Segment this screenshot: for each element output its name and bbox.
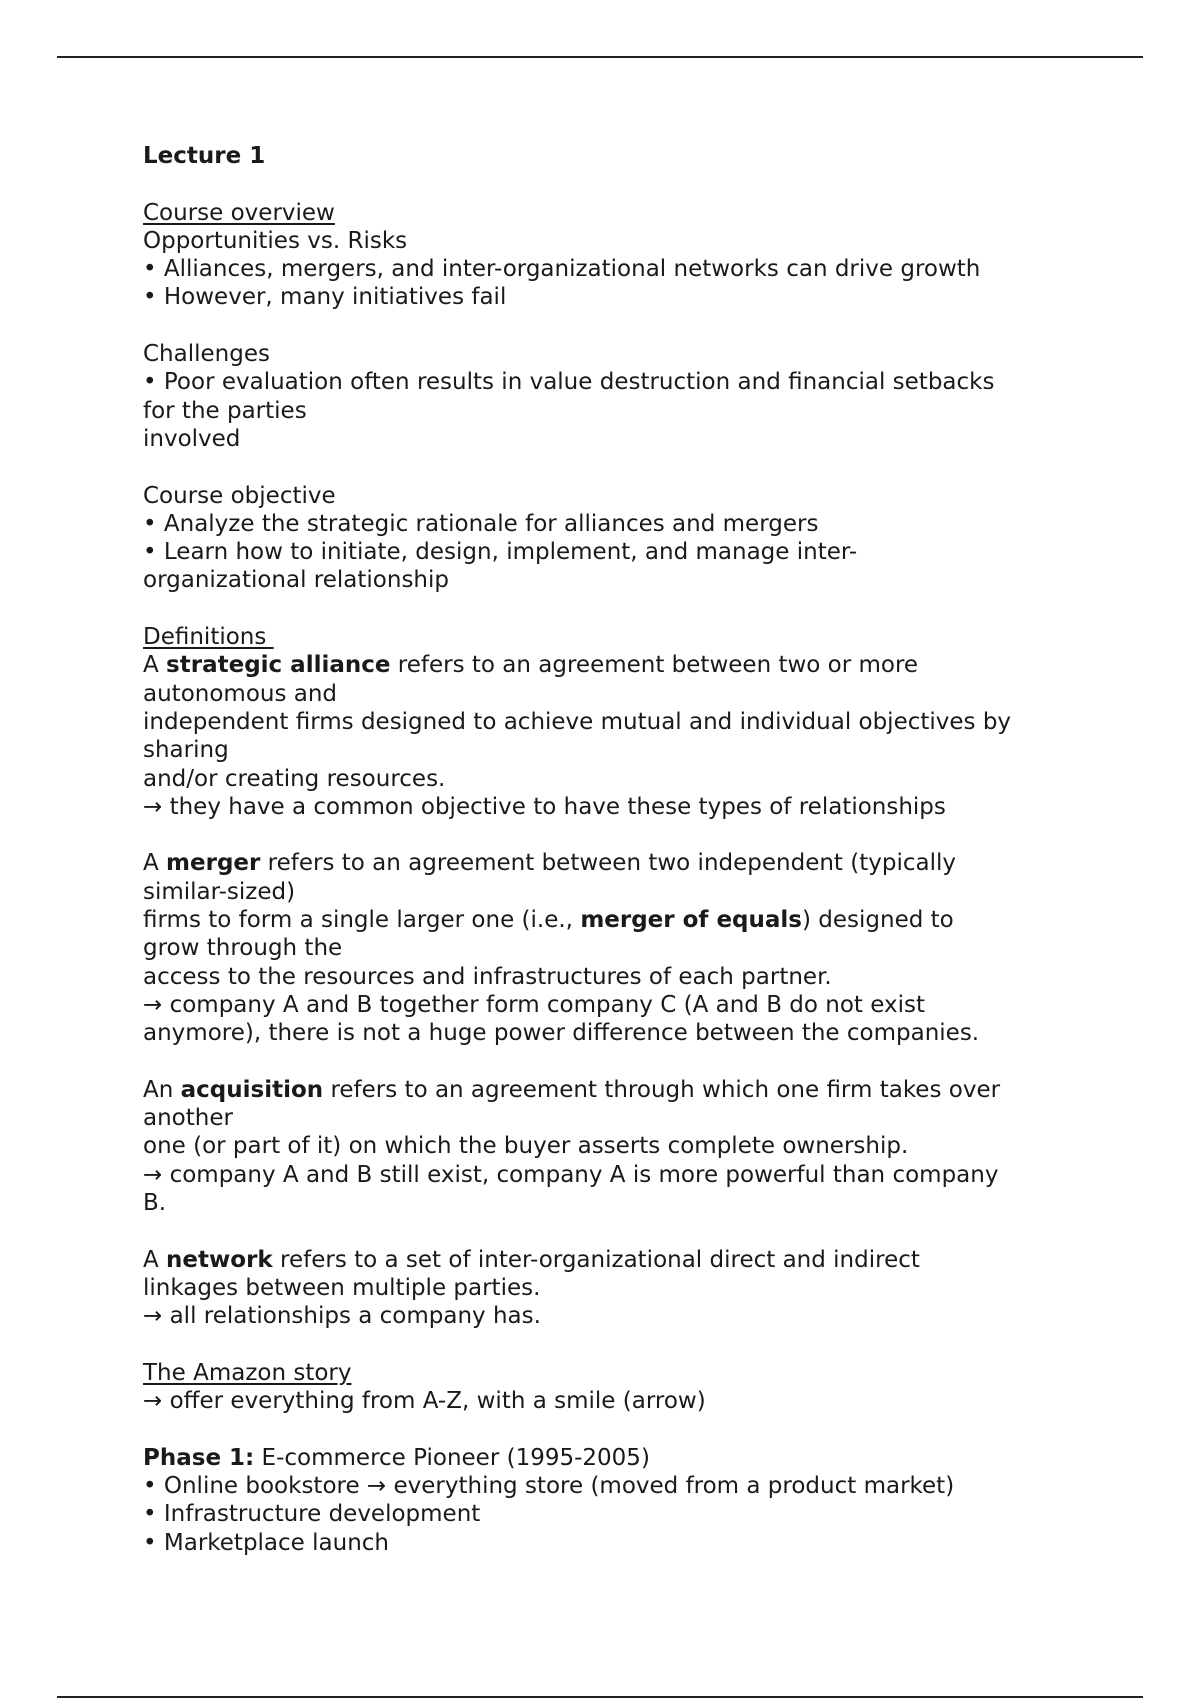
text-line: → company A and B together form company C (A and B do not exist (143, 991, 925, 1018)
text-line: • Poor evaluation often results in value destruction and financial setbacks (143, 369, 995, 396)
text-line: B. (143, 1189, 167, 1216)
header-rule (57, 56, 1143, 58)
spacer (143, 1217, 1083, 1245)
phase-text: E-commerce Pioneer (1995-2005) (254, 1444, 650, 1471)
phase-label: Phase 1: (143, 1444, 255, 1471)
text-line: involved (143, 425, 241, 452)
text-line: anymore), there is not a huge power difference between the companies. (143, 1020, 980, 1047)
text-line: and/or creating resources. (143, 765, 446, 792)
definitions-heading: Definitions (143, 624, 274, 651)
section-heading-definitions (143, 623, 1083, 651)
text-fragment: A (143, 1246, 167, 1273)
spacer (143, 1048, 1083, 1076)
text-fragment: ) designed to (801, 907, 954, 934)
term-merger: merger (166, 850, 261, 877)
alliance-definition-line (143, 651, 1083, 679)
text-line: → all relationships a company has. (143, 1303, 541, 1330)
phase-heading (143, 1444, 1083, 1472)
spacer (143, 595, 1083, 623)
list-item: • Infrastructure development (143, 1501, 481, 1528)
text-line: autonomous and (143, 680, 338, 707)
page-title: Lecture 1 (143, 143, 266, 169)
footer-rule (57, 1696, 1143, 1698)
text-line: organizational relationship (143, 567, 449, 594)
text-line: grow through the (143, 935, 343, 962)
text-fragment: refers to an agreement between two independent (typically (260, 850, 956, 877)
challenges-label: Challenges (143, 341, 270, 368)
term-merger-of-equals: merger of equals (580, 907, 802, 934)
text-line: another (143, 1105, 233, 1132)
list-item: • Marketplace launch (143, 1529, 389, 1556)
amazon-note: → offer everything from A-Z, with a smile (arrow) (143, 1388, 706, 1415)
text-line: → company A and B still exist, company A is more powerful than company (143, 1161, 999, 1188)
text-line: access to the resources and infrastructures of each partner. (143, 963, 832, 990)
term-network: network (166, 1246, 273, 1273)
text-line: sharing (143, 737, 229, 764)
text-fragment: refers to a set of inter-organizational direct and indirect (272, 1246, 920, 1273)
text-line: • Analyze the strategic rationale for alliances and mergers (143, 510, 819, 537)
text-line: linkages between multiple parties. (143, 1274, 541, 1301)
merger-of-equals-line (143, 906, 1083, 934)
text-line: independent firms designed to achieve mutual and individual objectives by (143, 708, 1012, 735)
document-body (143, 142, 1083, 1557)
spacer (143, 1415, 1083, 1443)
text-line: one (or part of it) on which the buyer asserts complete ownership. (143, 1133, 909, 1160)
merger-definition-line (143, 849, 1083, 877)
text-fragment: firms to form a single larger one (i.e., (143, 907, 581, 934)
text-fragment: An (143, 1076, 181, 1103)
text-line: → they have a common objective to have these types of relationships (143, 793, 946, 820)
list-item: • Online bookstore → everything store (moved from a product market) (143, 1472, 955, 1499)
objective-label: Course objective (143, 482, 336, 509)
text-fragment: A (143, 850, 167, 877)
opportunities-label: Opportunities vs. Risks (143, 227, 408, 254)
course-overview-heading: Course overview (143, 199, 335, 226)
term-acquisition: acquisition (180, 1076, 324, 1103)
text-line: for the parties (143, 397, 307, 424)
text-fragment: A (143, 652, 167, 679)
acquisition-definition-line (143, 1076, 1083, 1104)
spacer (143, 170, 1083, 198)
text-fragment: refers to an agreement through which one firm takes over (323, 1076, 1001, 1103)
list-item: • Alliances, mergers, and inter-organizational networks can drive growth (143, 256, 981, 283)
amazon-heading: The Amazon story (143, 1359, 352, 1386)
section-heading-amazon (143, 1359, 1083, 1387)
spacer (143, 312, 1083, 340)
text-fragment: refers to an agreement between two or more (390, 652, 919, 679)
text-line: • Learn how to initiate, design, implement, and manage inter- (143, 539, 858, 566)
list-item: • However, many initiatives fail (143, 284, 507, 311)
spacer (143, 453, 1083, 481)
term-strategic-alliance: strategic alliance (166, 652, 391, 679)
text-line: similar-sized) (143, 878, 296, 905)
section-heading-course-overview (143, 199, 1083, 227)
network-definition-line (143, 1246, 1083, 1274)
spacer (143, 1330, 1083, 1358)
spacer (143, 821, 1083, 849)
